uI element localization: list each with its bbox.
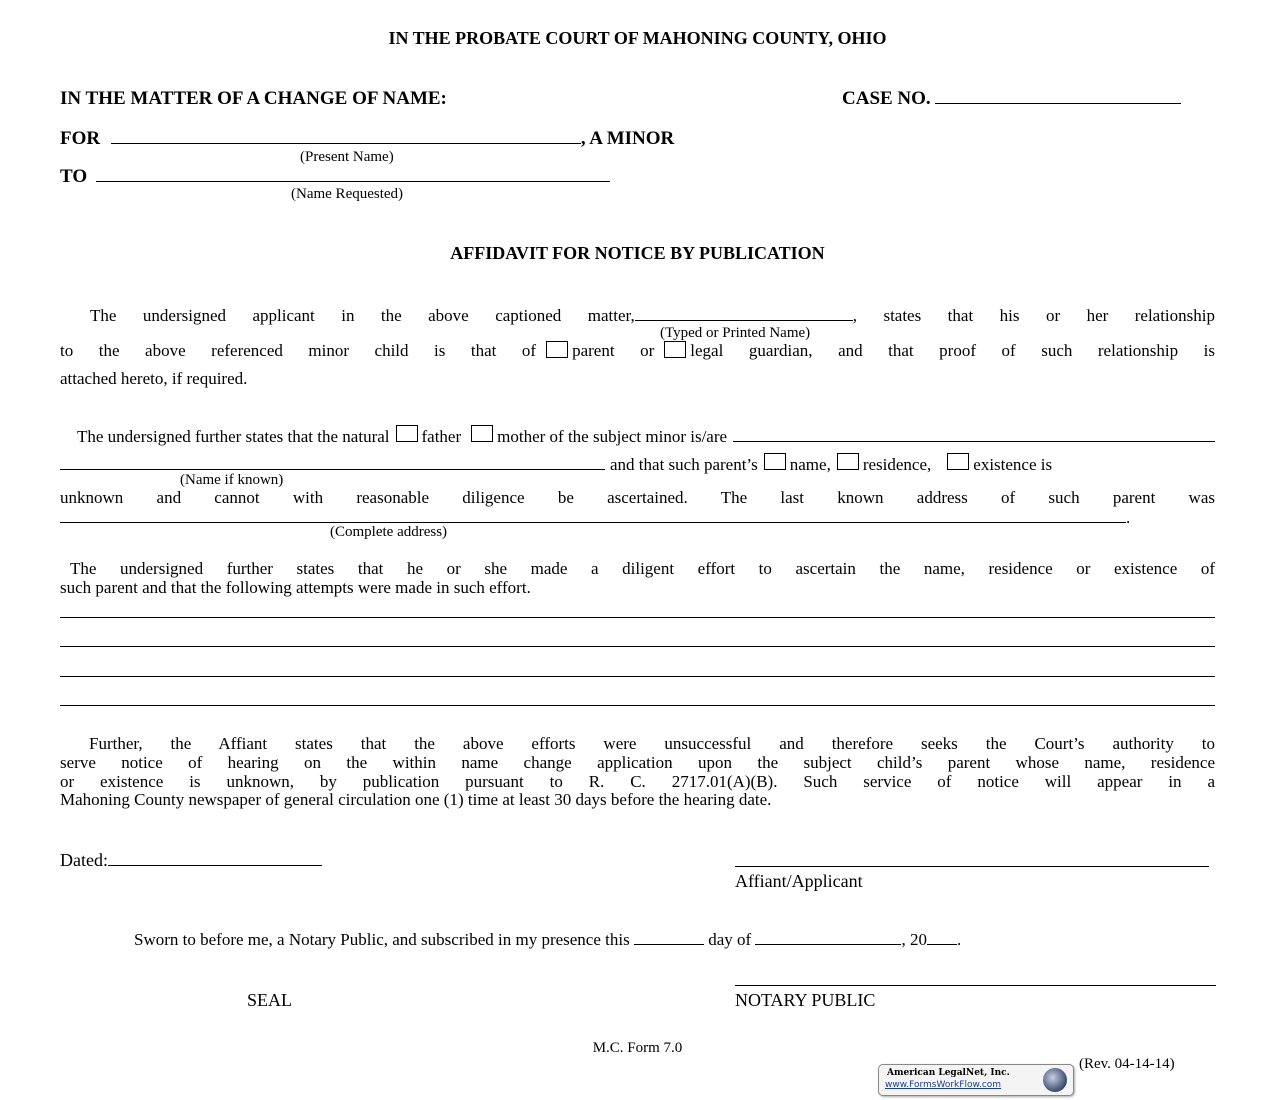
para1-line3: attached hereto, if required. [60, 369, 248, 388]
parent-label: parent or [572, 341, 655, 360]
para4-line2 [60, 753, 1215, 773]
matter-label: IN THE MATTER OF A CHANGE OF NAME: [60, 88, 447, 109]
revision-label: (Rev. 04-14-14) [1079, 1056, 1175, 1072]
sworn-month-field[interactable] [755, 929, 901, 945]
para3-line1 [60, 559, 1215, 579]
notary-label: NOTARY PUBLIC [735, 990, 876, 1010]
para1-line2-text: to the above referenced minor child is that of [60, 341, 537, 360]
name-requested-hint: (Name Requested) [291, 186, 404, 202]
sworn-text-b: day of [708, 930, 752, 949]
sworn-year-field[interactable] [927, 929, 957, 945]
para2-start: The undersigned further states that the natural [77, 427, 390, 446]
existence-label: existence is [973, 455, 1053, 474]
globe-icon [1043, 1068, 1067, 1092]
affiant-signature-line[interactable] [735, 866, 1209, 867]
para4-line4: Mahoning County newspaper of general circulation one (1) time at least 30 days before the hearing date. [60, 790, 772, 809]
applicant-name-field[interactable] [635, 305, 853, 321]
para2-line3-text: unknown and cannot with reasonable diligence be ascertained. The last known address of such parent was [60, 488, 1215, 507]
para3-line1-text: The undersigned further states that he or she made a diligent effort to ascertain the name, residence or existence of [70, 559, 1215, 578]
typed-name-hint: (Typed or Printed Name) [660, 325, 811, 341]
form-title: AFFIDAVIT FOR NOTICE BY PUBLICATION [450, 243, 825, 263]
minor-label: , A MINOR [580, 128, 675, 149]
affiant-label: Affiant/Applicant [735, 871, 863, 891]
para2-line1 [60, 425, 1215, 447]
address-row [60, 507, 1130, 528]
name-label: name, [789, 455, 831, 474]
father-checkbox[interactable] [396, 425, 418, 442]
residence-checkbox[interactable] [837, 453, 859, 470]
for-label: FOR [60, 128, 101, 149]
mother-label: mother of the subject minor is/are [497, 427, 728, 446]
para1-line2 [60, 341, 1215, 361]
address-field[interactable] [60, 507, 1126, 523]
case-no-row [842, 88, 1181, 110]
para3-line2: such parent and that the following attempts were made in such effort. [60, 578, 531, 597]
form-id: M.C. Form 7.0 [592, 1040, 683, 1056]
logo-url[interactable]: www.FormsWorkFlow.com [885, 1080, 1002, 1090]
address-hint: (Complete address) [330, 524, 448, 540]
dated-label: Dated: [60, 850, 108, 870]
father-label: father [421, 427, 462, 446]
existence-checkbox[interactable] [947, 453, 969, 470]
para2-line3 [60, 488, 1215, 508]
name-checkbox[interactable] [764, 453, 786, 470]
parent-checkbox[interactable] [546, 341, 568, 358]
present-name-field[interactable] [111, 128, 581, 144]
para1-line1 [60, 305, 1215, 326]
name-requested-field[interactable] [96, 166, 610, 182]
sworn-row [134, 929, 961, 950]
name-known-hint: (Name if known) [180, 472, 284, 488]
mother-checkbox[interactable] [471, 425, 493, 442]
para4-line1-text: Further, the Affiant states that the above efforts were unsuccessful and therefore seeks the Court’s authority to [89, 734, 1215, 753]
dated-row [60, 850, 322, 871]
attempts-line-2[interactable] [60, 646, 1215, 647]
guardian-checkbox[interactable] [664, 341, 686, 358]
para1-start: The undersigned applicant in the above captioned matter, [90, 306, 635, 325]
american-legalnet-logo[interactable] [878, 1064, 1074, 1096]
sworn-text-a: Sworn to before me, a Notary Public, and subscribed in my presence this [134, 930, 630, 949]
sworn-text-d: . [956, 930, 962, 949]
address-end: . [1126, 508, 1131, 527]
para1-end: , states that his or her relationship [852, 306, 1215, 325]
sworn-text-c: , 20 [901, 930, 927, 949]
attempts-line-3[interactable] [60, 676, 1215, 677]
dated-field[interactable] [108, 850, 322, 866]
attempts-line-1[interactable] [60, 617, 1215, 618]
para4-line2-text: serve notice of hearing on the within name change application upon the subject child’s parent whose name, residence [60, 753, 1215, 772]
para4-line3-text: or existence is unknown, by publication pursuant to R. C. 2717.01(A)(B). Such service of notice will appear in a [60, 772, 1215, 791]
residence-label: residence, [862, 455, 932, 474]
parent-name-field-a[interactable] [733, 426, 1215, 442]
guardian-label: legal guardian, and that proof of such relationship is [690, 341, 1216, 360]
court-title: IN THE PROBATE COURT OF MAHONING COUNTY, OHIO [388, 28, 887, 48]
case-no-field[interactable] [935, 88, 1181, 104]
seal-label: SEAL [247, 990, 292, 1010]
to-label: TO [60, 166, 88, 187]
para4-line3 [60, 772, 1215, 792]
sworn-day-field[interactable] [634, 929, 704, 945]
notary-signature-line[interactable] [735, 985, 1216, 986]
present-name-hint: (Present Name) [300, 149, 394, 165]
attempts-line-4[interactable] [60, 705, 1215, 706]
to-row [60, 166, 610, 188]
parent-text: and that such parent’s [610, 455, 758, 474]
logo-name: American LegalNet, Inc. [887, 1068, 1010, 1078]
para4-line1 [60, 734, 1215, 754]
case-no-label: CASE NO. [842, 88, 931, 109]
parent-name-field-b[interactable] [60, 454, 605, 470]
for-row [60, 128, 674, 150]
